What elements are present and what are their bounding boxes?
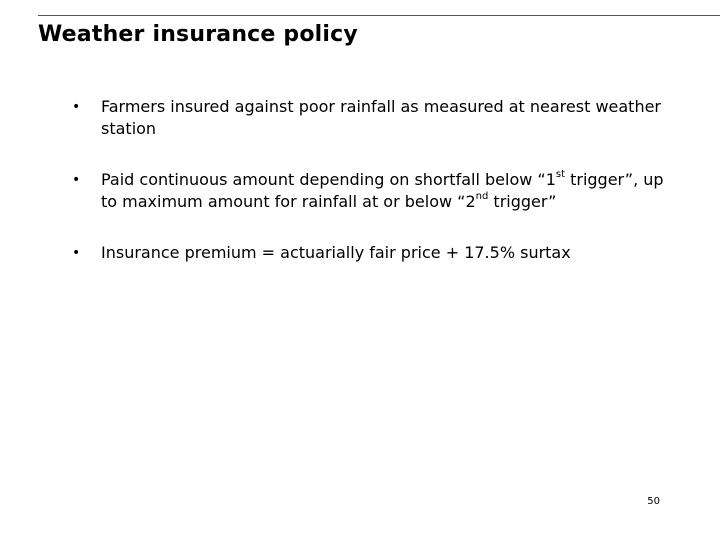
bullet-dot-icon: •: [72, 245, 81, 261]
bullet-text: Insurance premium = actuarially fair price + 17.5% surtax: [101, 243, 571, 262]
bullet-item-3: [70, 242, 670, 264]
bullet-dot-icon: •: [72, 172, 81, 188]
title-divider-line: [38, 15, 720, 16]
bullet-text: Farmers insured against poor rainfall as measured at nearest weather station: [101, 97, 662, 138]
superscript-nd: nd: [475, 191, 489, 202]
page-number: 50: [647, 496, 660, 507]
bullet-text-part-3: trigger”: [488, 192, 557, 211]
bullet-text-part-2: trigger”, up to maximum amount for rainfall at or below “2: [101, 170, 664, 211]
bullet-list: [70, 96, 670, 293]
bullet-dot-icon: •: [72, 99, 81, 115]
bullet-item-2: [70, 169, 670, 213]
bullet-item-1: [70, 96, 670, 140]
superscript-st: st: [555, 169, 566, 180]
bullet-text-part-1: Paid continuous amount depending on shortfall below “1: [101, 170, 556, 189]
slide-title: Weather insurance policy: [38, 22, 358, 47]
